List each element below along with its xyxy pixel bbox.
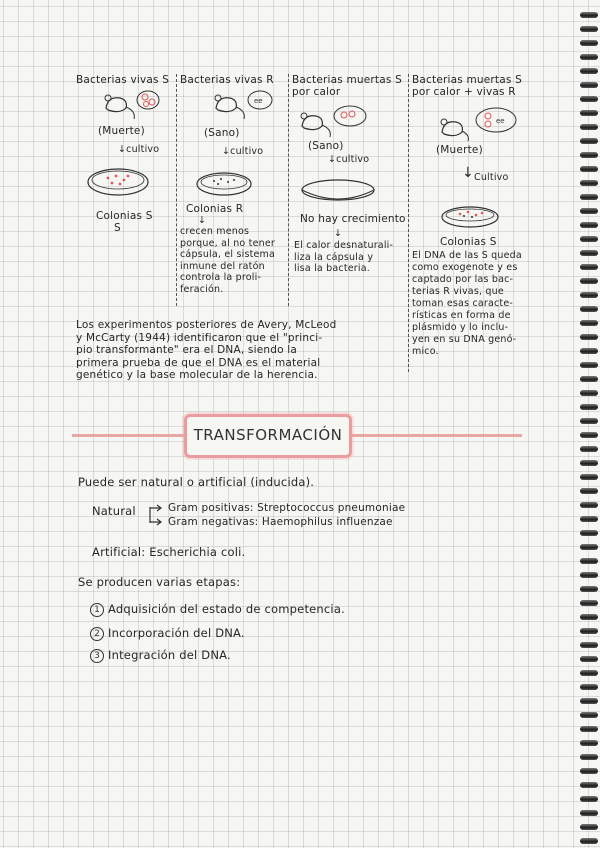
col4-notes-line: El DNA de las S queda: [412, 250, 522, 261]
arrow-down-icon: ↓: [198, 215, 207, 226]
column-divider: [288, 74, 289, 306]
section-title: TRANSFORMACIÓN: [193, 426, 343, 444]
experiment-2-result: Colonias R: [186, 203, 244, 215]
petri-dish-icon: [300, 178, 380, 208]
spiral-coil: [580, 166, 598, 172]
spiral-coil: [580, 768, 598, 774]
col4-notes-line: como exogenote y es: [412, 262, 518, 273]
stage-2-text: Incorporación del DNA.: [108, 626, 245, 640]
col4-notes-line: captado por las bac-: [412, 274, 514, 285]
col2-notes-line: inmune del ratón: [180, 260, 265, 272]
spiral-coil: [580, 810, 598, 816]
petri-dish-icon: [438, 204, 508, 234]
spiral-coil: [580, 110, 598, 116]
spiral-coil: [580, 460, 598, 466]
spiral-coil: [580, 250, 598, 256]
col2-notes-line: crecen menos: [180, 226, 250, 237]
spiral-coil: [580, 404, 598, 410]
stage-3-number: 3: [90, 649, 104, 663]
spiral-coil: [580, 82, 598, 88]
spiral-coil: [580, 726, 598, 732]
experiment-4-result: Colonias S: [440, 236, 497, 248]
spiral-coil: [580, 530, 598, 536]
petri-dish-icon: [86, 166, 156, 198]
spiral-coil: [580, 278, 598, 284]
natural-item-gram-negative: Gram negativas: Haemophilus influenzae: [168, 516, 393, 528]
arrow-down-icon: ↓: [462, 165, 474, 181]
column-divider: [408, 74, 409, 372]
spiral-coil: [580, 628, 598, 634]
col4-notes-line: plásmido y lo inclu-: [412, 322, 509, 333]
experiment-2-header: Bacterias vivas R: [180, 74, 274, 86]
spiral-coil: [580, 418, 598, 424]
spiral-coil: [580, 222, 598, 228]
spiral-binding: [578, 0, 600, 848]
mouse-icon: [432, 108, 532, 148]
col3-notes-line: liza la cápsula y: [294, 251, 374, 263]
spiral-coil: [580, 334, 598, 340]
experiment-4-header-line-2: por calor + vivas R: [412, 86, 516, 98]
spiral-coil: [580, 54, 598, 60]
experiment-2-mouse-state: (Sano): [204, 127, 240, 139]
intro-text: Puede ser natural o artificial (inducida).: [78, 475, 315, 489]
conclusion-line: Los experimentos posteriores de Avery, McLeod: [76, 319, 337, 331]
experiment-4-mouse-state: (Muerte): [436, 144, 483, 156]
experiment-4-header-line-1: Bacterias muertas S: [412, 74, 522, 86]
spiral-coil: [580, 474, 598, 480]
petri-dish-icon: [194, 170, 264, 200]
spiral-coil: [580, 432, 598, 438]
col2-notes-line: controla la proli-: [180, 272, 262, 283]
spiral-coil: [580, 642, 598, 648]
experiment-3-result: No hay crecimiento: [300, 213, 406, 225]
stage-1-text: Adquisición del estado de competencia.: [108, 602, 345, 616]
mouse-icon: [292, 102, 382, 142]
spiral-coil: [580, 516, 598, 522]
conclusion-line: genético y la base molecular de la herencia.: [76, 369, 318, 381]
col3-notes-line: El calor desnaturali-: [294, 240, 394, 251]
spiral-coil: [580, 502, 598, 508]
spiral-coil: [580, 180, 598, 186]
mouse-icon: [88, 86, 178, 126]
artificial-text: Artificial: Escherichia coli.: [92, 545, 246, 559]
spiral-coil: [580, 26, 598, 32]
spiral-coil: [580, 740, 598, 746]
spiral-coil: [580, 306, 598, 312]
experiment-3-header-line-2: por calor: [292, 86, 341, 98]
bracket-arrow-icon: [146, 503, 166, 529]
spiral-coil: [580, 362, 598, 368]
natural-item-gram-positive: Gram positivas: Streptococcus pneumoniae: [168, 502, 406, 514]
spiral-coil: [580, 684, 598, 690]
spiral-coil: [580, 586, 598, 592]
spiral-coil: [580, 558, 598, 564]
spiral-coil: [580, 292, 598, 298]
spiral-coil: [580, 96, 598, 102]
experiment-3-header-line-1: Bacterias muertas S: [292, 74, 402, 86]
spiral-coil: [580, 698, 598, 704]
experiment-2-culture: ↓cultivo: [222, 146, 264, 157]
spiral-coil: [580, 600, 598, 606]
col4-notes-line: terias R vivas, que: [412, 286, 504, 297]
spiral-coil: [580, 348, 598, 354]
spiral-coil: [580, 390, 598, 396]
spiral-coil: [580, 12, 598, 18]
natural-label: Natural: [92, 504, 136, 518]
spiral-coil: [580, 796, 598, 802]
spiral-coil: [580, 824, 598, 830]
spiral-coil: [580, 614, 598, 620]
experiment-3-culture: ↓cultivo: [328, 154, 370, 165]
experiment-1-result: Colonias S: [96, 210, 153, 222]
spiral-coil: [580, 488, 598, 494]
spiral-coil: [580, 320, 598, 326]
spiral-coil: [580, 754, 598, 760]
col2-notes-line: feración.: [180, 283, 224, 295]
spiral-coil: [580, 138, 598, 144]
col4-notes-line: yen en su DNA genó-: [412, 334, 517, 345]
stage-2-number: 2: [90, 627, 104, 641]
spiral-coil: [580, 656, 598, 662]
spiral-coil: [580, 124, 598, 130]
col4-notes-line: mico.: [412, 346, 439, 357]
spiral-coil: [580, 264, 598, 270]
spiral-coil: [580, 236, 598, 242]
spiral-coil: [580, 68, 598, 74]
experiment-1-culture: ↓cultivo: [118, 144, 160, 155]
spiral-coil: [580, 194, 598, 200]
stage-1-number: 1: [90, 603, 104, 617]
svg-text:ee: ee: [254, 97, 263, 105]
spiral-coil: [580, 208, 598, 214]
spiral-coil: [580, 544, 598, 550]
experiment-4-culture: Cultivo: [474, 172, 509, 183]
conclusion-line: primera prueba de que el DNA es el material: [76, 356, 321, 369]
spiral-coil: [580, 782, 598, 788]
spiral-coil: [580, 446, 598, 452]
experiment-1-header: Bacterias vivas S: [76, 74, 170, 86]
col2-notes-line: porque, al no tener: [180, 237, 275, 249]
arrow-down-icon: ↓: [334, 228, 343, 239]
stage-3-text: Integración del DNA.: [108, 648, 231, 662]
stages-intro: Se producen varias etapas:: [78, 575, 241, 589]
col4-notes-line: rísticas en forma de: [412, 310, 511, 321]
mouse-icon: [198, 86, 288, 126]
col3-notes-line: lisa la bacteria.: [294, 263, 370, 274]
spiral-coil: [580, 572, 598, 578]
col4-notes-line: toman esas caracte-: [412, 298, 514, 309]
spiral-coil: [580, 152, 598, 158]
experiment-1-mouse-state: (Muerte): [98, 125, 145, 137]
experiment-3-mouse-state: (Sano): [308, 140, 344, 152]
conclusion-line: y McCarty (1944) identificaron que el "princi-: [76, 331, 323, 344]
experiment-1-result-letter: S: [114, 222, 121, 234]
spiral-coil: [580, 670, 598, 676]
section-title-box: [184, 414, 352, 458]
col2-notes-line: cápsula, el sistema: [180, 249, 276, 260]
spiral-coil: [580, 376, 598, 382]
conclusion-line: pio transformante" era el DNA, siendo la: [76, 344, 297, 356]
spiral-coil: [580, 838, 598, 844]
spiral-coil: [580, 712, 598, 718]
spiral-coil: [580, 40, 598, 46]
svg-text:ee: ee: [496, 117, 505, 125]
